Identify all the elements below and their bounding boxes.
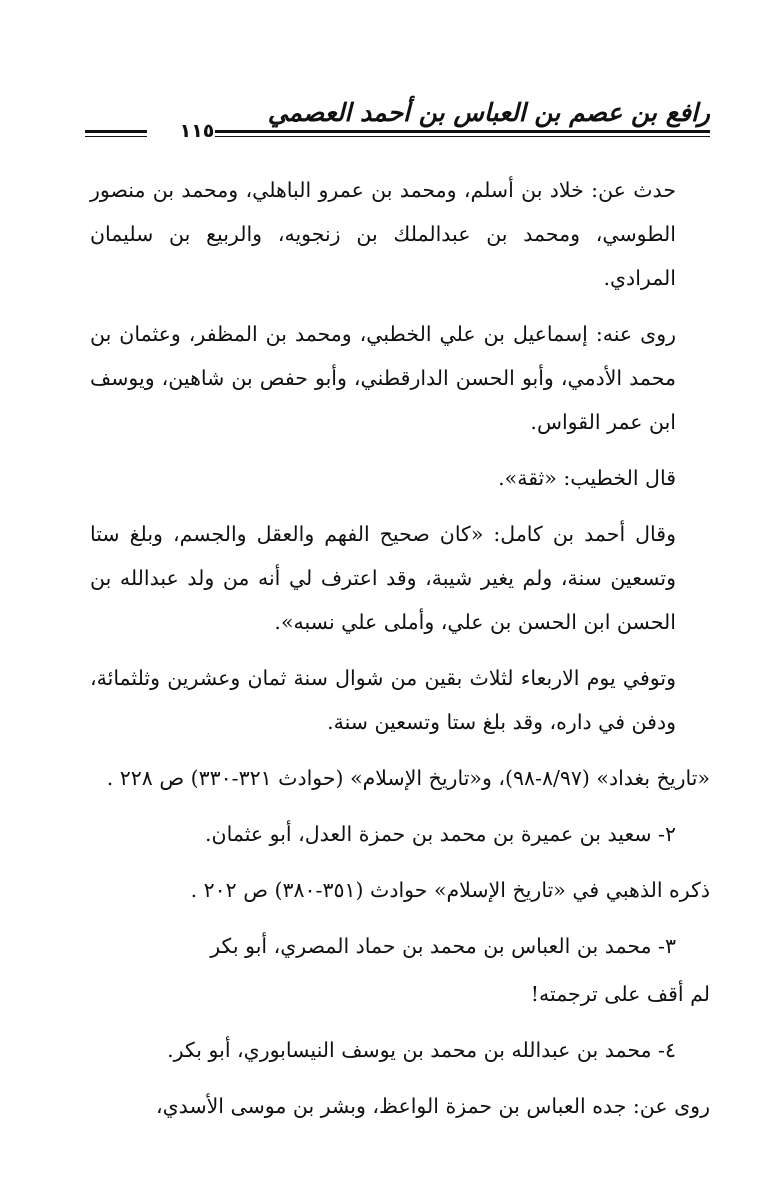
- header-rule-right: [215, 130, 710, 137]
- header-rule-left: [85, 130, 147, 137]
- entry-2-source: ذكره الذهبي في «تاريخ الإسلام» حوادث (٣٥١-٣٨٠) ص ٢٠٢ .: [190, 878, 710, 902]
- running-header: [85, 92, 710, 152]
- entry-4-narrated-from: روى عن: جده العباس بن حمزة الواعظ، وبشر بن موسى الأسدي،: [156, 1094, 710, 1118]
- entry-3-heading: ٣- محمد بن العباس بن محمد بن حماد المصري، أبو بكر: [210, 934, 676, 958]
- paragraph-narrated-from: حدث عن: خلاد بن أسلم، ومحمد بن عمرو الباهلي، ومحمد بن منصور الطوسي، ومحمد بن عبدالملك بن زنجويه، والربيع بن سليمان المرادي.: [90, 178, 676, 290]
- paragraph-khatib-quote: قال الخطيب: «ثقة».: [498, 466, 676, 490]
- paragraph-death: وتوفي يوم الاربعاء لثلاث بقين من شوال سنة ثمان وعشرين وثلثمائة، ودفن في داره، وقد بلغ ستا وتسعين سنة.: [90, 666, 676, 734]
- page-number: ١١٥: [179, 120, 215, 142]
- entry-4-heading: ٤- محمد بن عبدالله بن محمد بن يوسف النيسابوري، أبو بكر.: [167, 1038, 676, 1062]
- paragraph-ahmad-quote: وقال أحمد بن كامل: «كان صحيح الفهم والعقل والجسم، وبلغ ستا وتسعين سنة، ولم يغير شيبة، وقد اعترف لي أنه من ولد عبدالله بن الحسن ابن الحسن بن علي، وأملى علي نسبه».: [90, 522, 676, 634]
- page-body: [90, 168, 710, 1140]
- entry-3-note: لم أقف على ترجمته!: [530, 982, 710, 1006]
- paragraph-sources: «تاريخ بغداد» (٨/٩٧-٩٨)، و«تاريخ الإسلام» (حوادث ٣٢١-٣٣٠) ص ٢٢٨ .: [106, 766, 710, 790]
- running-title: رافع بن عصم بن العباس بن أحمد العصمي: [267, 98, 710, 127]
- paragraph-narrated-by: روى عنه: إسماعيل بن علي الخطبي، ومحمد بن المظفر، وعثمان بن محمد الأدمي، وأبو الحسن الدارقطني، وأبو حفص بن شاهين، ويوسف ابن عمر القواس.: [90, 322, 676, 434]
- entry-2-heading: ٢- سعيد بن عميرة بن محمد بن حمزة العدل، أبو عثمان.: [205, 822, 676, 846]
